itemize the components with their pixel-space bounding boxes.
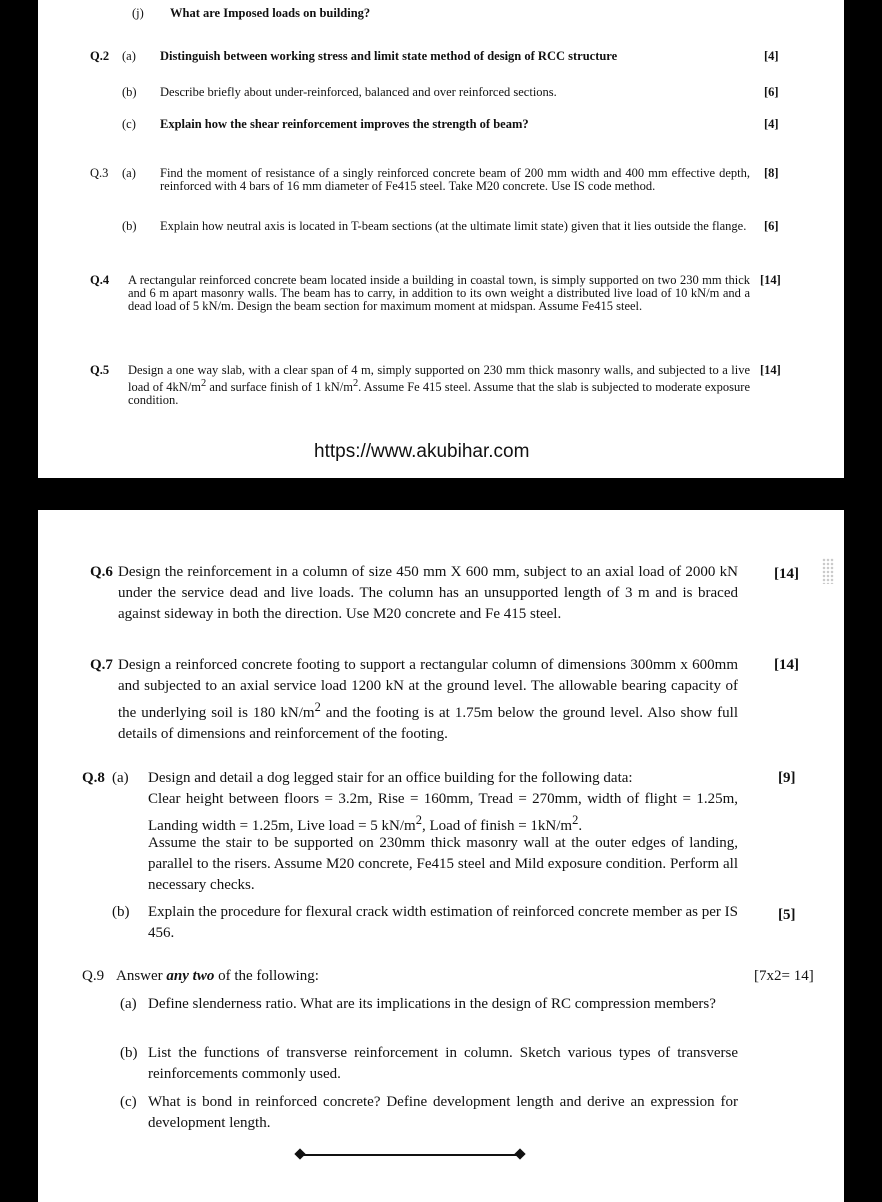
q7-text: Design a reinforced concrete footing to support a rectangular column of dimensions 300mm x 600mm and subjected to an axial service load 1200 kN at the ground level. The allowable bearing capacity of the underlying soil is 180 $kN/m^2$ and the footing is at 1.75m below the ground level. Also show full details of dimensions and reinforcement of the footing. xyxy=(118,657,738,742)
q7-number: Q.7 xyxy=(90,657,113,673)
end-divider-left-dot xyxy=(294,1148,305,1159)
q8-number: Q.8 xyxy=(82,770,105,786)
q8-b-label: (b) xyxy=(112,904,130,920)
source-url: https://www.akubihar.com xyxy=(314,441,530,462)
q1-j-label: (j) xyxy=(132,6,144,20)
q9-a-text: Define slenderness ratio. What are its implications in the design of RC compression members? xyxy=(148,996,716,1012)
end-divider xyxy=(300,1154,520,1156)
end-divider-right-dot xyxy=(514,1148,525,1159)
q9-b-label: (b) xyxy=(120,1045,138,1061)
q3-a-marks: [8] xyxy=(764,166,779,180)
q3-b-marks: [6] xyxy=(764,219,779,233)
q8-b-marks: [5] xyxy=(778,907,796,923)
q8-a-data: Clear height between floors = 3.2m, Rise = 160mm, Tread = 270mm, width of flight = 1.25m, Landing width = 1.25m, Live load = 5 $kN/m^2$, Load of finish = $1kN/m^2$. xyxy=(148,791,738,834)
q3-b-text: Explain how neutral axis is located in T-beam sections (at the ultimate limit state) given that it lies outside the flange. xyxy=(160,219,747,233)
q8-a-text: Design and detail a dog legged stair for an office building for the following data: xyxy=(148,770,633,786)
q5-text: Design a one way slab, with a clear span of 4 m, simply supported on 230 mm thick masonry walls, and subjected to a live load of $4kN/m^2$ and surface finish of 1 $kN/m^2$. Assume Fe 415 steel. Assume that the slab is subjected to moderate exposure condition. xyxy=(128,363,750,408)
q2-number: Q.2 xyxy=(90,49,110,63)
q2-b-text: Describe briefly about under-reinforced, balanced and over reinforced sections. xyxy=(160,85,557,99)
q5-number: Q.5 xyxy=(90,363,110,377)
q8-b-text: Explain the procedure for flexural crack width estimation of reinforced concrete member as per IS 456. xyxy=(148,904,738,941)
q2-b-label: (b) xyxy=(122,85,137,99)
exam-page-upper xyxy=(38,0,844,478)
q5-marks: [14] xyxy=(760,363,781,377)
q2-c-text: Explain how the shear reinforcement improves the strength of beam? xyxy=(160,117,529,131)
q8-a-marks: [9] xyxy=(778,770,796,786)
q4-text: A rectangular reinforced concrete beam located inside a building in coastal town, is simply supported on two 230 mm thick and 6 m apart masonry walls. The beam has to carry, in addition to its own weight a distributed live load of 10 kN/m and a dead load of 5 kN/m. Design the beam section for maximum moment at midspan. Assume Fe415 steel. xyxy=(128,273,750,313)
q3-number: Q.3 xyxy=(90,166,109,180)
q7-marks: [14] xyxy=(774,657,799,673)
scan-smudge xyxy=(822,558,834,584)
q6-marks: [14] xyxy=(774,566,799,582)
q6-number: Q.6 xyxy=(90,564,113,580)
q1-j-text: What are Imposed loads on building? xyxy=(170,6,371,20)
q9-marks: [7x2= 14] xyxy=(754,968,814,984)
q9-number: Q.9 xyxy=(82,968,105,984)
q2-a-label: (a) xyxy=(122,49,136,63)
q2-c-marks: [4] xyxy=(764,117,779,131)
q9-c-text: What is bond in reinforced concrete? Define development length and derive an expression for development length. xyxy=(148,1094,738,1131)
q6-text: Design the reinforcement in a column of size 450 mm X 600 mm, subject to an axial load of 2000 kN under the service dead and live loads. The column has an unsupported length of 3 m and is braced against sideway in both the direction. Use M20 concrete and Fe 415 steel. xyxy=(118,564,738,622)
q9-intro: Answer any two of the following: xyxy=(116,968,319,984)
exam-page-lower xyxy=(38,510,844,1202)
q2-a-text: Distinguish between working stress and limit state method of design of RCC structure xyxy=(160,49,618,63)
q2-c-label: (c) xyxy=(122,117,136,131)
q9-b-text: List the functions of transverse reinforcement in column. Sketch various types of transverse reinforcements commonly used. xyxy=(148,1045,738,1082)
q3-a-text: Find the moment of resistance of a singly reinforced concrete beam of 200 mm width and 400 mm effective depth, reinforced with 4 bars of 16 mm diameter of Fe415 steel. Take M20 concrete. Use IS code method. xyxy=(160,166,750,193)
q3-a-label: (a) xyxy=(122,166,136,180)
q9-a-label: (a) xyxy=(120,996,137,1012)
q2-b-marks: [6] xyxy=(764,85,779,99)
q4-marks: [14] xyxy=(760,273,781,287)
q3-b-label: (b) xyxy=(122,219,137,233)
q2-a-marks: [4] xyxy=(764,49,779,63)
q4-number: Q.4 xyxy=(90,273,110,287)
q8-a-assume: Assume the stair to be supported on 230mm thick masonry wall at the outer edges of landing, parallel to the risers. Assume M20 concrete, Fe415 steel and Mild exposure condition. Perform all necessary checks. xyxy=(148,835,738,893)
q8-a-label: (a) xyxy=(112,770,129,786)
q9-c-label: (c) xyxy=(120,1094,137,1110)
